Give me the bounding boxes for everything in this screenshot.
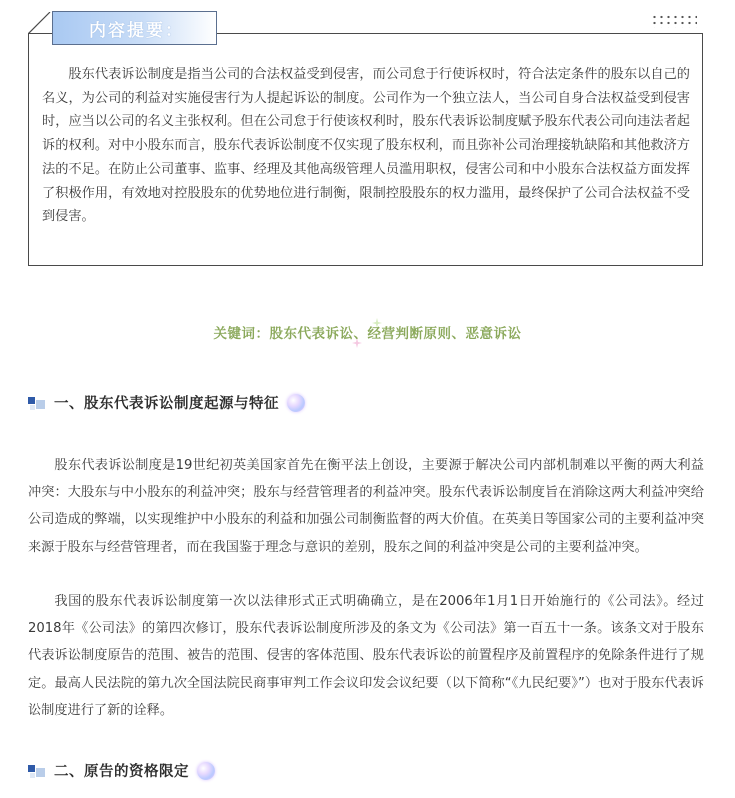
summary-tab-title: 内容提要：: [89, 20, 184, 41]
section-title: 二、原告的资格限定: [54, 764, 189, 780]
summary-corner-decoration: [28, 12, 52, 34]
section-heading-2: [28, 760, 215, 781]
summary-text: 股东代表诉讼制度是指当公司的合法权益受到侵害，而公司怠于行使诉权时，符合法定条件的股东以自己的名义，为公司的利益对实施侵害行为人提起诉讼的制度。公司作为一个独立法人，当公司自身合法权益受到侵害时，应当以公司的名义主张权利。但在公司怠于行使该权利时，股东代表诉讼制度赋予股东代表公司向违法者起诉的权利。对中小股东而言，股东代表诉讼制度不仅实现了股东权利，而且弥补公司治理接轨缺陷和其他救济方法的不足。在防止公司董事、监事、经理及其他高级管理人员滥用职权，侵害公司和中小股东合法权益方面发挥了积极作用，有效地对控股股东的优势地位进行制衡，限制控股股东的权力滥用，最终保护了公司合法权益不受到侵害。: [42, 67, 690, 225]
section-title: 一、股东代表诉讼制度起源与特征: [54, 396, 279, 412]
squares-icon: [28, 762, 48, 780]
body-paragraph: 我国的股东代表诉讼制度第一次以法律形式正式明确确立，是在2006年1月1日开始施行的《公司法》。经过2018年《公司法》的第四次修订，股东代表诉讼制度所涉及的条文为《公司法》第一百五十一条。该条文对于股东代表诉讼制度原告的范围、被告的范围、侵害的客体范围、股东代表诉讼的前置程序及前置程序的免除条件进行了规定。最高人民法院的第九次全国法院民商事审判工作会议印发会议纪要（以下简称“《九民纪要》”）也对于股东代表诉讼制度进行了新的诠释。: [28, 594, 704, 718]
squares-icon: [28, 394, 48, 412]
dot-grid-decoration: [651, 14, 697, 28]
body-paragraph: 股东代表诉讼制度是19世纪初英美国家首先在衡平法上创设，主要源于解决公司内部机制难以平衡的两大利益冲突：大股东与中小股东的利益冲突；股东与经营管理者的利益冲突。股东代表诉讼制度旨在消除这两大利益冲突给公司造成的弊端，以实现维护中小股东的利益和加强公司制衡监督的两大价值。在英美日等国家公司的主要利益冲突来源于股东与经营管理者，而在我国鉴于理念与意识的差别，股东之间的利益冲突是公司的主要利益冲突。: [28, 458, 704, 555]
section-heading-1: [28, 392, 305, 413]
keywords-line: 关键词：股东代表诉讼、经营判断原则、恶意诉讼: [213, 326, 522, 342]
bubble-icon: [197, 762, 215, 780]
summary-tab: [52, 11, 217, 45]
bubble-icon: [287, 394, 305, 412]
